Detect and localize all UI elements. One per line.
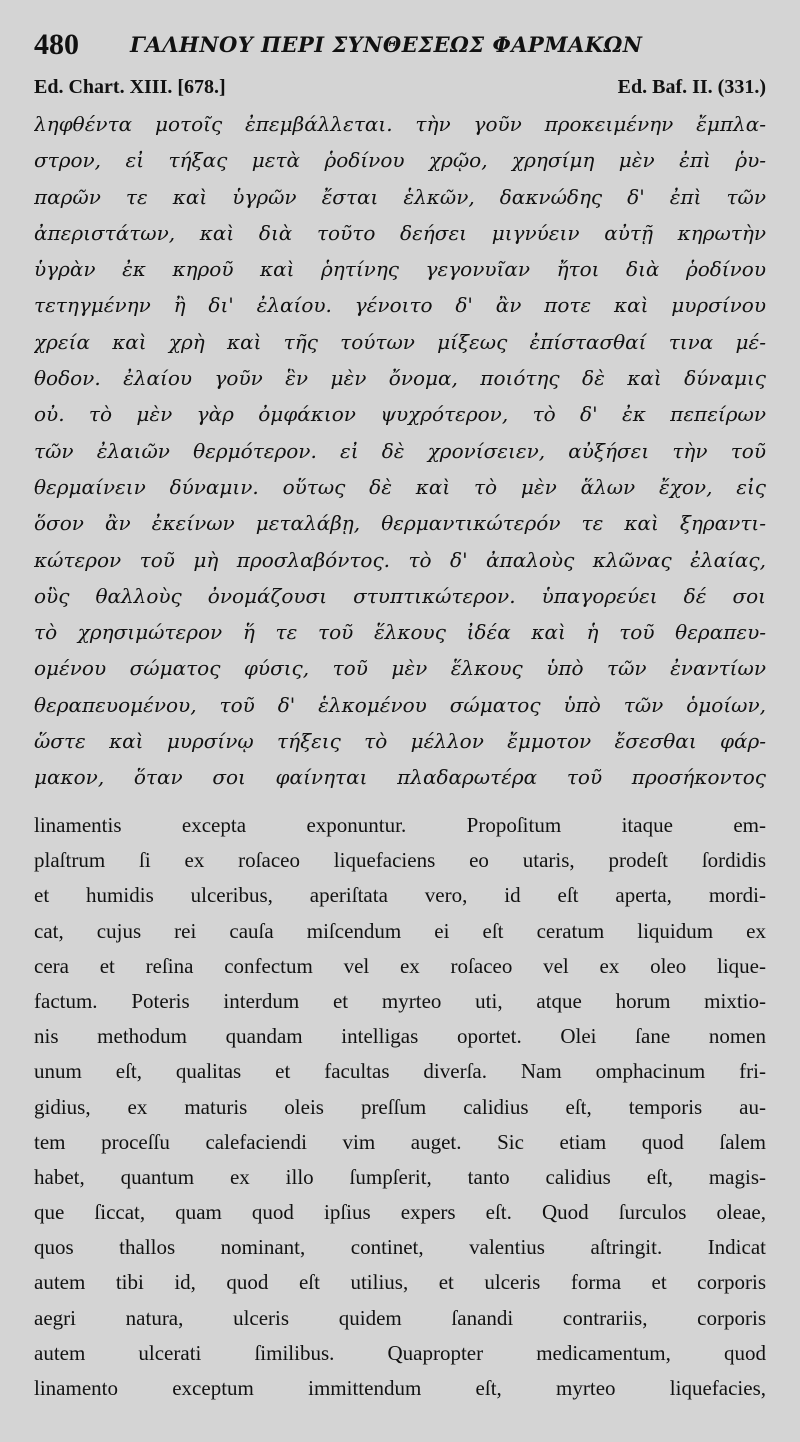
greek-text-line: ληφθέντα μοτοῖς ἐπεμβάλλεται. τὴν γοῦν προκειμένην ἔμπλα-: [34, 112, 766, 136]
greek-text-line: μακον, ὅταν σοι φαίνηται πλαδαρωτέρα τοῦ προσήκοντος: [34, 765, 766, 790]
greek-text-line: χρεία καὶ χρὴ καὶ τῆς τούτων μίξεως ἐπίστασθαί τινα μέ-: [34, 329, 766, 354]
greek-text-line: τῶν ἐλαιῶν θερμότερον. εἰ δὲ χρονίσειεν, αὐξήσει τὴν τοῦ: [34, 438, 766, 463]
latin-text-line: habet, quantum ex illo ſumpſerit, tanto calidius eſt, magis-: [34, 1164, 766, 1189]
latin-text-line: autem ulcerati ſimilibus. Quapropter medicamentum, quod: [34, 1340, 766, 1365]
latin-text-line: autem tibi id, quod eſt utilius, et ulceris forma et corporis: [34, 1270, 766, 1295]
latin-text-line: nis methodum quandam intelligas oportet. Olei ſane nomen: [34, 1024, 766, 1049]
greek-text-line: τὸ χρησιμώτερον ἥ τε τοῦ ἕλκους ἰδέα καὶ ἡ τοῦ θεραπευ-: [34, 620, 766, 645]
greek-text-line: θερμαίνειν δύναμιν. οὕτως δὲ καὶ τὸ μὲν ἅλων ἔχον, εἰς: [34, 474, 766, 499]
latin-text-line: quos thallos nominant, continet, valentius aſtringit. Indicat: [34, 1235, 766, 1260]
edition-basel-reference: Ed. Baf. II. (331.): [617, 76, 766, 98]
latin-text-line: aegri natura, ulceris quidem ſanandi contrariis, corporis: [34, 1305, 766, 1330]
latin-text-line: gidius, ex maturis oleis preſſum calidius eſt, temporis au-: [34, 1094, 766, 1119]
greek-text-line: στρον, εἰ τήξας μετὰ ῥοδίνου χρῷο, χρησίμη μὲν ἐπὶ ῥυ-: [34, 148, 766, 173]
latin-text-line: linamentis excepta exponuntur. Propoſitum itaque em-: [34, 813, 766, 837]
greek-text-line: θοδον. ἐλαίου γοῦν ἓν μὲν ὄνομα, ποιότης δὲ καὶ δύναμις: [34, 366, 766, 391]
latin-text-line: cera et reſina confectum vel ex roſaceo vel ex oleo lique-: [34, 953, 766, 978]
greek-text-line: παρῶν τε καὶ ὑγρῶν ἔσται ἑλκῶν, δακνώδης δ' ἐπὶ τῶν: [34, 184, 766, 209]
greek-text-line: ομένου σώματος φύσις, τοῦ μὲν ἕλκους ὑπὸ τῶν ἐναντίων: [34, 656, 766, 681]
greek-text-block: [34, 106, 766, 796]
latin-text-line: tem proceſſu calefaciendi vim auget. Sic etiam quod ſalem: [34, 1129, 766, 1154]
latin-text-line: linamento exceptum immittendum eſt, myrteo liquefacies,: [34, 1376, 766, 1400]
greek-text-line: ὅσον ἂν ἐκείνων μεταλάβῃ, θερμαντικώτερόν τε καὶ ξηραντι-: [34, 511, 766, 536]
greek-text-line: θεραπευομένου, τοῦ δ' ἑλκομένου σώματος ὑπὸ τῶν ὁμοίων,: [34, 692, 766, 717]
page-number: 480: [34, 28, 79, 61]
latin-text-line: et humidis ulceribus, aperiſtata vero, id eſt aperta, mordi-: [34, 883, 766, 908]
greek-text-line: οὓς θαλλοὺς ὀνομάζουσι στυπτικώτερον. ὑπαγορεύει δέ σοι: [34, 583, 766, 608]
latin-text-line: plaſtrum ſi ex roſaceo liquefaciens eo utaris, prodeſt ſordidis: [34, 848, 766, 873]
latin-text-line: que ſiccat, quam quod ipſius expers eſt. Quod ſurculos oleae,: [34, 1200, 766, 1225]
greek-text-line: ὑγρὰν ἐκ κηροῦ καὶ ῥητίνης γεγονυῖαν ἤτοι διὰ ῥοδίνου: [34, 257, 766, 282]
greek-text-line: οὐ. τὸ μὲν γὰρ ὀμφάκιον ψυχρότερον, τὸ δ' ἐκ πεπείρων: [34, 402, 766, 427]
greek-text-line: ἀπεριστάτων, καὶ διὰ τοῦτο δεήσει μιγνύειν αὐτῇ κηρωτὴν: [34, 220, 766, 245]
latin-text-line: unum eſt, qualitas et facultas diverſa. Nam omphacinum fri-: [34, 1059, 766, 1084]
latin-text-line: cat, cujus rei cauſa miſcendum ei eſt ceratum liquidum ex: [34, 918, 766, 943]
latin-text-line: factum. Poteris interdum et myrteo uti, atque horum mixtio-: [34, 988, 766, 1013]
page-header: [34, 28, 774, 64]
latin-text-block: [34, 808, 766, 1406]
greek-text-line: ὥστε καὶ μυρσίνῳ τήξεις τὸ μέλλον ἔμμοτον ἔσεσθαι φάρ-: [34, 729, 766, 754]
greek-text-line: κώτερον τοῦ μὴ προσλαβόντος. τὸ δ' ἀπαλοὺς κλῶνας ἐλαίας,: [34, 547, 766, 572]
running-title: ΓΑΛΗΝΟΥ ΠΕΡΙ ΣΥΝΘΕΣΕΩΣ ΦΑΡΜΑΚΩΝ: [130, 32, 643, 57]
edition-chartier-reference: Ed. Chart. XIII. [678.]: [34, 76, 226, 98]
edition-references: [34, 76, 766, 106]
greek-text-line: τετηγμένην ἢ δι' ἐλαίου. γένοιτο δ' ἂν ποτε καὶ μυρσίνου: [34, 293, 766, 318]
